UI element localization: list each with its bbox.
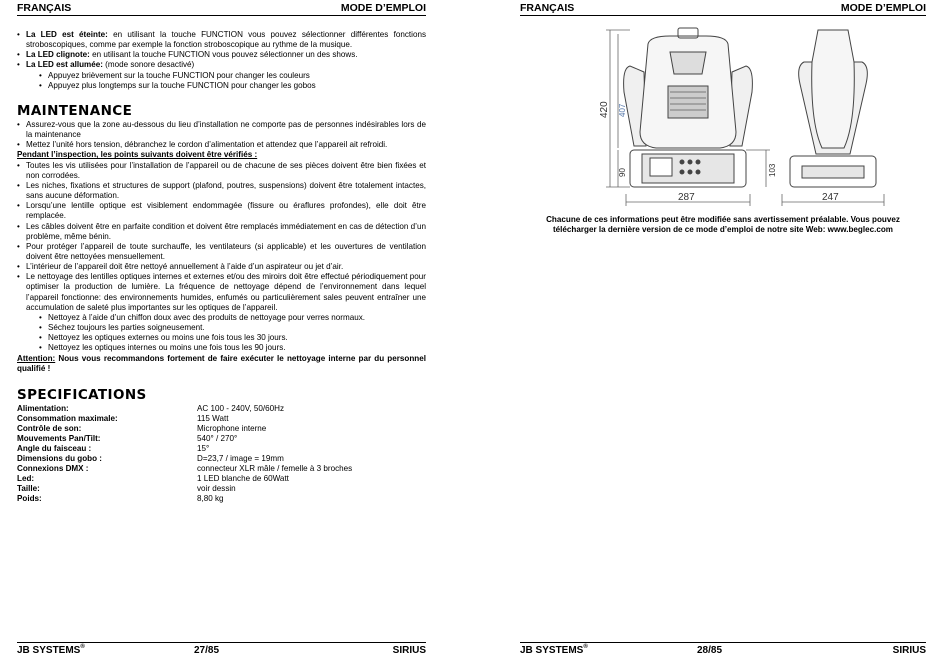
footer-rule xyxy=(520,642,926,643)
front-view xyxy=(624,28,753,187)
cleaning-item: • Nettoyez à l’aide d’un chiffon doux avec des produits de nettoyage pour verres normaux. xyxy=(17,313,426,323)
page-number: 28/85 xyxy=(697,645,723,656)
registered-mark: ® xyxy=(583,644,588,650)
led-label: La LED est allumée: xyxy=(26,60,103,70)
header-title: MODE D’EMPLOI xyxy=(340,2,426,14)
display-screen xyxy=(650,158,672,176)
control-button xyxy=(696,160,700,164)
header-language: FRANÇAIS xyxy=(520,2,575,14)
spec-row xyxy=(17,464,426,474)
spec-value: 115 Watt xyxy=(197,413,229,423)
specifications-heading: SPECIFICATIONS xyxy=(17,386,147,403)
spec-value: voir dessin xyxy=(197,484,236,494)
led-subitem: • Appuyez plus longtemps sur la touche FUNCTION pour changer les gobos xyxy=(17,81,426,91)
registered-mark: ® xyxy=(80,644,85,650)
spec-value: 8,80 kg xyxy=(197,494,224,504)
spec-value: D=23,7 / image = 19mm xyxy=(197,454,284,464)
head-window xyxy=(670,52,706,74)
attention-label: Attention: xyxy=(17,353,56,363)
maintenance-heading: MAINTENANCE xyxy=(17,102,133,119)
side-base-panel xyxy=(802,166,864,178)
cleaning-item: • Séchez toujours les parties soigneusement. xyxy=(17,323,426,333)
dim-width-side: 247 xyxy=(822,192,839,203)
side-view xyxy=(790,30,876,187)
side-head xyxy=(812,30,855,148)
dim-width-front: 287 xyxy=(678,192,695,203)
header-rule xyxy=(520,15,926,16)
attention-text: Nous vous recommandons fortement de faire exécuter le nettoyage interne par du personnel qualifié ! xyxy=(17,353,426,373)
maintenance-item: • Mettez l’unité hors tension, débranchez le cordon d’alimentation et attendez que l’appareil ait refroidi. xyxy=(17,140,426,150)
dim-base-right: 103 xyxy=(768,163,777,177)
spec-key: Dimensions du gobo : xyxy=(17,454,102,464)
spec-key: Poids: xyxy=(17,494,42,504)
spec-row xyxy=(17,404,426,414)
spec-value: 15° xyxy=(197,444,210,454)
control-button xyxy=(688,160,692,164)
cleaning-item: • Nettoyez les optiques externes ou moins une fois tous les 30 jours. xyxy=(17,333,426,343)
attention-note xyxy=(17,354,426,374)
led-text: (mode sonore desactivé) xyxy=(105,60,195,70)
spec-value: 1 LED blanche de 60Watt xyxy=(197,474,289,484)
header-language: FRANÇAIS xyxy=(17,2,72,14)
led-label: La LED clignote: xyxy=(26,50,90,60)
control-button xyxy=(696,170,700,174)
led-item xyxy=(17,30,426,50)
spec-row xyxy=(17,424,426,434)
product-name: SIRIUS xyxy=(892,645,926,656)
maintenance-item: • Assurez-vous que la zone au-dessous du lieu d’installation ne comporte pas de personnes indésirables lors de la maintenance xyxy=(17,120,426,140)
footer-brand xyxy=(520,645,588,656)
spec-row xyxy=(17,454,426,464)
left-content xyxy=(17,30,426,504)
product-name: SIRIUS xyxy=(392,645,426,656)
spec-key: Consommation maximale: xyxy=(17,413,118,423)
disclaimer-caption xyxy=(520,215,926,236)
control-button xyxy=(680,160,684,164)
right-page xyxy=(520,0,926,656)
dim-height-inner: 407 xyxy=(618,103,627,117)
spec-value: Microphone interne xyxy=(197,423,267,433)
dim-height-total: 420 xyxy=(599,101,610,118)
page-header xyxy=(17,2,426,16)
spec-row xyxy=(17,474,426,484)
spec-key: Alimentation: xyxy=(17,403,69,413)
led-item xyxy=(17,50,426,60)
spec-key: Mouvements Pan/Tilt: xyxy=(17,433,101,443)
footer-rule xyxy=(17,642,426,643)
cleaning-item: • Nettoyez les optiques internes ou moins une fois tous les 90 jours. xyxy=(17,343,426,353)
page-footer xyxy=(17,645,426,657)
spec-value: 540° / 270° xyxy=(197,433,238,443)
ventilation-grill xyxy=(668,86,708,118)
inspection-item: • L’intérieur de l’appareil doit être nettoyé annuellement à l’aide d’un aspirateur ou jet d’air. xyxy=(17,262,426,272)
led-text: en utilisant la touche FUNCTION vous pouvez sélectionner un des shows. xyxy=(92,50,358,60)
spec-key: Angle du faisceau : xyxy=(17,444,92,454)
led-label: La LED est éteinte: xyxy=(26,30,108,39)
dim-base-left: 90 xyxy=(618,168,627,177)
inspection-heading: Pendant l’inspection, les points suivants doivent être vérifiés : xyxy=(17,150,258,160)
header-title: MODE D’EMPLOI xyxy=(840,2,926,14)
spec-row xyxy=(17,484,426,494)
control-button xyxy=(680,170,684,174)
spec-key: Connexions DMX : xyxy=(17,464,89,474)
inspection-item: • Les câbles doivent être en parfaite condition et doivent être remplacés immédiatement en cas de détection d’un problème, même bénin. xyxy=(17,222,426,242)
spec-row xyxy=(17,494,426,504)
header-rule xyxy=(17,15,426,16)
brand-name: JB SYSTEMS xyxy=(520,645,584,656)
spec-row xyxy=(17,414,426,424)
led-item xyxy=(17,60,426,70)
spec-table xyxy=(17,404,426,504)
spec-row xyxy=(17,444,426,454)
page-number: 27/85 xyxy=(194,645,220,656)
inspection-item: • Les niches, fixations et structures de support (plafond, poutres, suspensions) doivent être totalement intactes, sans aucune déformation. xyxy=(17,181,426,201)
caption-line: Chacune de ces informations peut être modifiée sans avertissement préalable. Vous pouvez xyxy=(546,215,900,224)
footer-brand xyxy=(17,645,85,656)
brand-name: JB SYSTEMS xyxy=(17,645,81,656)
spec-key: Led: xyxy=(17,474,35,484)
inspection-item: • Toutes les vis utilisées pour l’installation de l’appareil ou de chacune de ses pièces doivent être bien fixées et non corrodées. xyxy=(17,161,426,181)
led-subitem: • Appuyez brièvement sur la touche FUNCTION pour changer les couleurs xyxy=(17,71,426,81)
dimension-drawing xyxy=(570,22,930,210)
spec-key: Taille: xyxy=(17,484,40,494)
page-footer xyxy=(520,645,926,657)
spec-value: connecteur XLR mâle / femelle à 3 broches xyxy=(197,464,353,474)
led-text: en utilisant la touche FUNCTION vous pouvez sélectionner différentes fonctions stroboscopiques, comme par exemple la fonction stroboscopique au rythme de la musique. xyxy=(26,30,426,50)
left-page xyxy=(17,0,426,656)
inspection-item: • Lorsqu’une lentille optique est visiblement endommagée (fissure ou éraflures profondes), elle doit être remplacée. xyxy=(17,201,426,221)
page-header xyxy=(520,2,926,16)
inspection-item: • Pour protéger l’appareil de toute surchauffe, les ventilateurs (si applicable) et les ouvertures de ventilation doivent être nettoyées mensuellement. xyxy=(17,242,426,262)
spec-value: AC 100 - 240V, 50/60Hz xyxy=(197,403,284,413)
control-button xyxy=(688,170,692,174)
spec-key: Contrôle de son: xyxy=(17,423,82,433)
inspection-item: • Le nettoyage des lentilles optiques internes et externes et/ou des miroirs doit être effectué périodiquement pour optimiser la production de lumière. La fréquence de nettoyage dépend de l’environnement dans lequel l’appareil fonctionne: des environnements humides, enfumés ou particulièrement sales peuvent entraîner une accumulation de saleté plus importantes sur les optiques de l’appareil. xyxy=(17,272,426,313)
caption-line: télécharger la dernière version de ce mode d’emploi de notre site Web: www.beglec.com xyxy=(552,225,894,235)
spec-row xyxy=(17,434,426,444)
